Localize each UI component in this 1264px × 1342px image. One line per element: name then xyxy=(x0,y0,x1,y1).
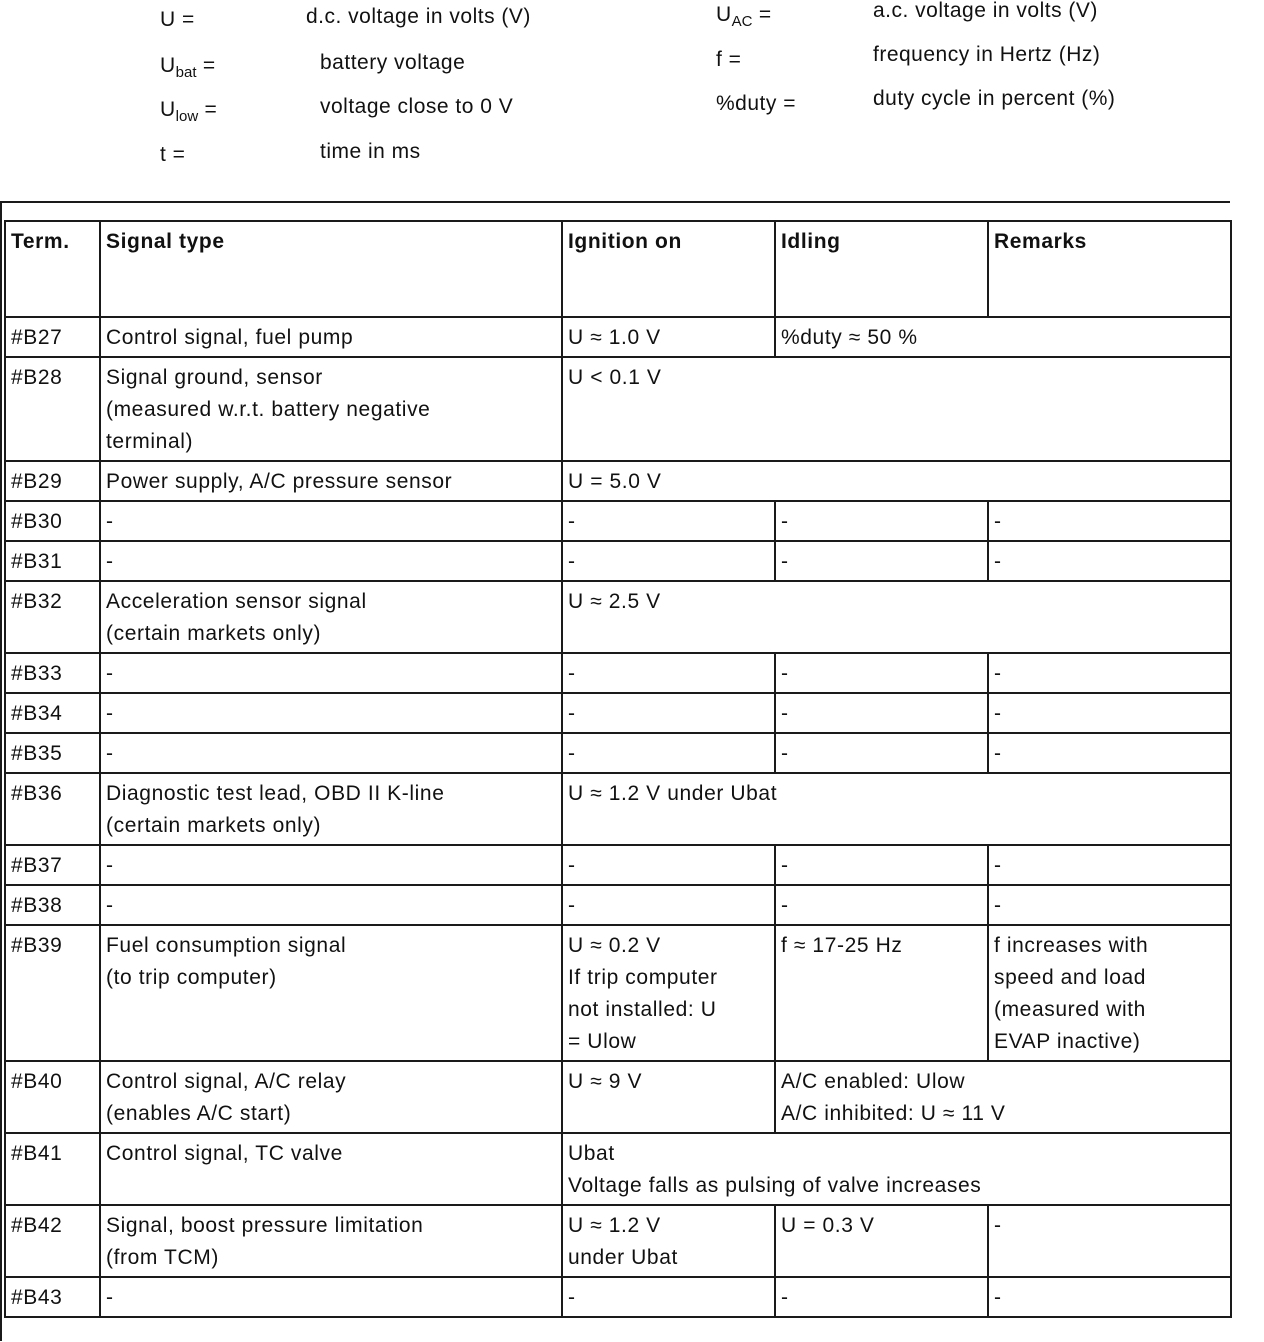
cell-remarks xyxy=(988,925,1231,1061)
cell-signal-type xyxy=(100,1205,562,1277)
cell-idling xyxy=(775,501,988,541)
cell-term: #B36 xyxy=(5,773,100,845)
table-row xyxy=(5,581,1231,653)
cell-idling-line: - xyxy=(781,1286,789,1309)
table-row xyxy=(5,845,1231,885)
cell-signal-type-line: - xyxy=(106,894,114,917)
cell-signal-type-line: Acceleration sensor signal xyxy=(106,590,367,613)
cell-idling-line: - xyxy=(781,702,789,725)
cell-signal-type-line: (to trip computer) xyxy=(106,966,277,989)
cell-term: #B30 xyxy=(5,501,100,541)
cell-ignition-on-line: U ≈ 9 V xyxy=(568,1070,643,1093)
cell-ignition-on xyxy=(562,1061,775,1133)
cell-remarks xyxy=(988,501,1231,541)
cell-remarks xyxy=(988,733,1231,773)
cell-signal-type xyxy=(100,773,562,845)
cell-signal-type-line: Control signal, fuel pump xyxy=(106,326,354,349)
cell-ignition-on-line: under Ubat xyxy=(568,1246,678,1269)
cell-signal-type xyxy=(100,357,562,461)
cell-ignition-on-line: - xyxy=(568,1286,576,1309)
cell-values xyxy=(562,581,1231,653)
cell-idling-line: f ≈ 17-25 Hz xyxy=(781,934,903,957)
cell-idling-line: - xyxy=(781,550,789,573)
cell-remarks-line: speed and load xyxy=(994,966,1147,989)
legend-definition: duty cycle in percent (%) xyxy=(873,87,1116,110)
cell-idling-remarks-line: A/C enabled: Ulow xyxy=(781,1070,966,1093)
legend-symbol: $U_{AC}$ = xyxy=(716,3,772,30)
header-idling: Idling xyxy=(775,221,988,317)
cell-signal-type xyxy=(100,653,562,693)
table-row xyxy=(5,693,1231,733)
table-row xyxy=(5,357,1231,461)
table-row xyxy=(5,317,1231,357)
cell-ignition-on xyxy=(562,885,775,925)
cell-idling-line: - xyxy=(781,662,789,685)
cell-remarks xyxy=(988,693,1231,733)
cell-signal-type xyxy=(100,1061,562,1133)
cell-remarks xyxy=(988,885,1231,925)
cell-signal-type-line: Signal, boost pressure limitation xyxy=(106,1214,424,1237)
cell-signal-type-line: Control signal, TC valve xyxy=(106,1142,343,1165)
cell-idling xyxy=(775,845,988,885)
cell-values xyxy=(562,773,1231,845)
cell-idling-line: - xyxy=(781,742,789,765)
cell-signal-type xyxy=(100,541,562,581)
cell-ignition-on xyxy=(562,693,775,733)
cell-signal-type-line: (certain markets only) xyxy=(106,814,322,837)
cell-idling xyxy=(775,885,988,925)
cell-ignition-on-line: = Ulow xyxy=(568,1030,637,1053)
cell-term: #B31 xyxy=(5,541,100,581)
cell-ignition-on-line: If trip computer xyxy=(568,966,718,989)
cell-ignition-on xyxy=(562,733,775,773)
cell-remarks-line: (measured with xyxy=(994,998,1146,1021)
table-row xyxy=(5,925,1231,1061)
cell-term: #B40 xyxy=(5,1061,100,1133)
cell-idling-line: - xyxy=(781,854,789,877)
cell-idling xyxy=(775,541,988,581)
cell-ignition-on-line: U ≈ 1.0 V xyxy=(568,326,661,349)
cell-remarks-line: - xyxy=(994,550,1002,573)
cell-idling-remarks-line: %duty ≈ 50 % xyxy=(781,326,918,349)
cell-remarks-line: - xyxy=(994,1214,1002,1237)
cell-term: #B27 xyxy=(5,317,100,357)
cell-ignition-on xyxy=(562,1205,775,1277)
legend-definition: voltage close to 0 V xyxy=(320,95,514,118)
header-signal-type: Signal type xyxy=(100,221,562,317)
cell-values-line: U = 5.0 V xyxy=(568,470,662,493)
cell-idling xyxy=(775,653,988,693)
cell-term: #B37 xyxy=(5,845,100,885)
cell-ignition-on xyxy=(562,1277,775,1317)
cell-signal-type xyxy=(100,925,562,1061)
cell-term: #B28 xyxy=(5,357,100,461)
cell-values-line: Ubat xyxy=(568,1142,615,1165)
cell-ignition-on-line: not installed: U xyxy=(568,998,717,1021)
cell-idling-line: U = 0.3 V xyxy=(781,1214,875,1237)
cell-idling-line: - xyxy=(781,894,789,917)
cell-term: #B43 xyxy=(5,1277,100,1317)
cell-idling xyxy=(775,733,988,773)
cell-term: #B38 xyxy=(5,885,100,925)
table-row xyxy=(5,653,1231,693)
table-row xyxy=(5,461,1231,501)
cell-remarks xyxy=(988,1205,1231,1277)
cell-idling-remarks-line: A/C inhibited: U ≈ 11 V xyxy=(781,1102,1006,1125)
legend-definition: a.c. voltage in volts (V) xyxy=(873,0,1098,22)
cell-ignition-on xyxy=(562,845,775,885)
cell-ignition-on xyxy=(562,317,775,357)
cell-remarks xyxy=(988,653,1231,693)
cell-remarks-line: - xyxy=(994,510,1002,533)
cell-signal-type-line: (from TCM) xyxy=(106,1246,219,1269)
cell-idling xyxy=(775,693,988,733)
cell-ignition-on xyxy=(562,501,775,541)
table-header-row xyxy=(5,221,1231,317)
signal-table xyxy=(4,220,1232,1318)
cell-signal-type-line: - xyxy=(106,510,114,533)
legend-symbol: $U_{bat}$ = xyxy=(160,54,216,81)
cell-term: #B33 xyxy=(5,653,100,693)
cell-signal-type-line: - xyxy=(106,550,114,573)
cell-signal-type-line: terminal) xyxy=(106,430,194,453)
cell-idling xyxy=(775,925,988,1061)
legend-definition: frequency in Hertz (Hz) xyxy=(873,43,1101,66)
cell-signal-type xyxy=(100,461,562,501)
cell-values-line: Voltage falls as pulsing of valve increases xyxy=(568,1174,982,1197)
cell-remarks xyxy=(988,541,1231,581)
cell-remarks-line: - xyxy=(994,854,1002,877)
cell-term: #B32 xyxy=(5,581,100,653)
cell-term: #B35 xyxy=(5,733,100,773)
cell-signal-type xyxy=(100,501,562,541)
table-row xyxy=(5,733,1231,773)
cell-term: #B42 xyxy=(5,1205,100,1277)
cell-values-line: U < 0.1 V xyxy=(568,366,662,389)
legend-definition: d.c. voltage in volts (V) xyxy=(306,5,531,28)
cell-signal-type xyxy=(100,693,562,733)
cell-ignition-on-line: U ≈ 0.2 V xyxy=(568,934,661,957)
legend-symbol: f = xyxy=(716,48,742,71)
cell-idling xyxy=(775,1277,988,1317)
cell-term: #B29 xyxy=(5,461,100,501)
cell-signal-type xyxy=(100,885,562,925)
cell-ignition-on xyxy=(562,541,775,581)
cell-signal-type-line: Signal ground, sensor xyxy=(106,366,323,389)
cell-values-line: U ≈ 1.2 V under Ubat xyxy=(568,782,778,805)
legend-definition: time in ms xyxy=(320,140,421,163)
cell-ignition-on-line: - xyxy=(568,702,576,725)
header-ignition-on: Ignition on xyxy=(562,221,775,317)
table-row xyxy=(5,885,1231,925)
legend-symbol: %duty = xyxy=(716,92,796,115)
cell-idling xyxy=(775,1205,988,1277)
cell-idling-remarks xyxy=(775,1061,1231,1133)
cell-remarks-line: f increases with xyxy=(994,934,1149,957)
cell-signal-type-line: Fuel consumption signal xyxy=(106,934,347,957)
cell-values-line: U ≈ 2.5 V xyxy=(568,590,661,613)
table-row xyxy=(5,773,1231,845)
cell-values xyxy=(562,1133,1231,1205)
table-row xyxy=(5,1061,1231,1133)
cell-remarks-line: - xyxy=(994,1286,1002,1309)
cell-term: #B39 xyxy=(5,925,100,1061)
cell-remarks-line: EVAP inactive) xyxy=(994,1030,1141,1053)
cell-signal-type-line: Control signal, A/C relay xyxy=(106,1070,347,1093)
legend-symbol: t = xyxy=(160,143,186,166)
legend-symbol: $U_{low}$ = xyxy=(160,98,218,125)
cell-signal-type-line: - xyxy=(106,702,114,725)
cell-ignition-on-line: U ≈ 1.2 V xyxy=(568,1214,661,1237)
cell-signal-type xyxy=(100,317,562,357)
cell-idling-line: - xyxy=(781,510,789,533)
cell-signal-type-line: - xyxy=(106,742,114,765)
cell-remarks-line: - xyxy=(994,662,1002,685)
cell-ignition-on-line: - xyxy=(568,742,576,765)
cell-signal-type xyxy=(100,581,562,653)
table-row xyxy=(5,1277,1231,1317)
cell-remarks-line: - xyxy=(994,894,1002,917)
cell-idling-remarks xyxy=(775,317,1231,357)
cell-remarks xyxy=(988,845,1231,885)
cell-signal-type-line: - xyxy=(106,854,114,877)
cell-ignition-on-line: - xyxy=(568,510,576,533)
legend-definition: battery voltage xyxy=(320,51,466,74)
table-row xyxy=(5,1133,1231,1205)
header-term: Term. xyxy=(5,221,100,317)
cell-signal-type-line: (certain markets only) xyxy=(106,622,322,645)
cell-signal-type-line: (enables A/C start) xyxy=(106,1102,292,1125)
cell-values xyxy=(562,357,1231,461)
cell-term: #B41 xyxy=(5,1133,100,1205)
cell-signal-type xyxy=(100,845,562,885)
cell-signal-type-line: Diagnostic test lead, OBD II K-line xyxy=(106,782,445,805)
cell-ignition-on-line: - xyxy=(568,550,576,573)
cell-ignition-on xyxy=(562,653,775,693)
cell-signal-type-line: - xyxy=(106,662,114,685)
cell-signal-type-line: - xyxy=(106,1286,114,1309)
cell-signal-type-line: Power supply, A/C pressure sensor xyxy=(106,470,453,493)
cell-term: #B34 xyxy=(5,693,100,733)
cell-ignition-on xyxy=(562,925,775,1061)
cell-signal-type xyxy=(100,1277,562,1317)
cell-remarks-line: - xyxy=(994,742,1002,765)
table-row xyxy=(5,501,1231,541)
cell-values xyxy=(562,461,1231,501)
cell-ignition-on-line: - xyxy=(568,854,576,877)
header-remarks: Remarks xyxy=(988,221,1231,317)
table-row xyxy=(5,541,1231,581)
cell-ignition-on-line: - xyxy=(568,662,576,685)
cell-remarks-line: - xyxy=(994,702,1002,725)
cell-signal-type xyxy=(100,733,562,773)
table-row xyxy=(5,1205,1231,1277)
cell-signal-type-line: (measured w.r.t. battery negative xyxy=(106,398,431,421)
cell-signal-type xyxy=(100,1133,562,1205)
cell-ignition-on-line: - xyxy=(568,894,576,917)
legend-symbol: U = xyxy=(160,8,195,31)
cell-remarks xyxy=(988,1277,1231,1317)
